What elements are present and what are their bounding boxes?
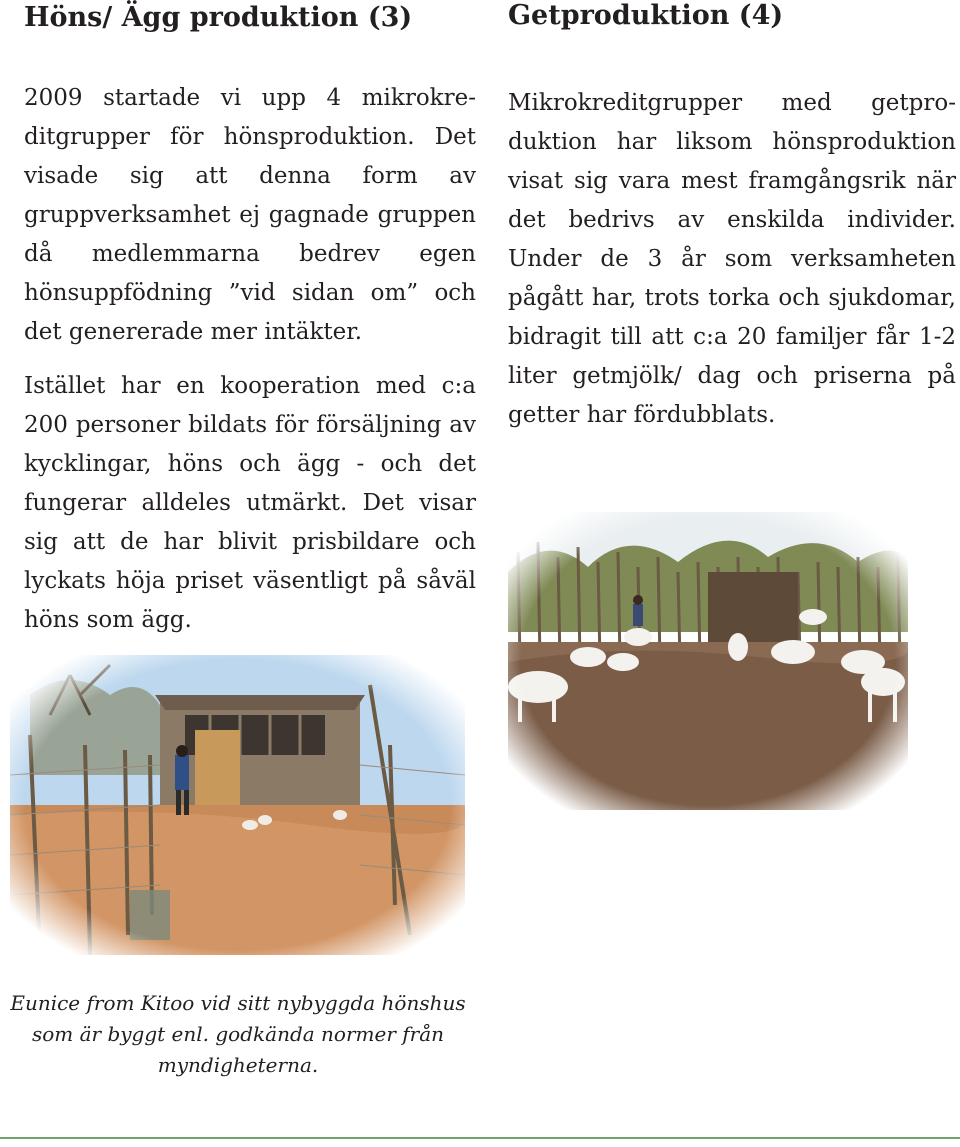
photo-caption: Eunice from Kitoo vid sitt nybyggda hönshus som är byggt enl. godkända normer från myndigheterna. bbox=[10, 991, 466, 1077]
goat-production-column bbox=[508, 84, 956, 435]
goat-pen-photo bbox=[508, 512, 908, 810]
chicken-house-photo bbox=[10, 655, 465, 955]
footer-rule bbox=[0, 1137, 960, 1139]
hens-eggs-paragraph-1: 2009 startade vi upp 4 mikrokreditgrupper för hönsproduktion. Det visade sig att denna form av gruppverksamhet ej gagnade gruppen då medlemmarna bedrev egen hönsuppfödning ”vid sidan om” och det genererade mer intäkter. bbox=[24, 85, 476, 345]
hens-eggs-heading: Höns/ Ägg produktion (3) bbox=[24, 2, 413, 33]
goat-production-paragraph: Mikrokreditgrupper med getproduktion har liksom hönsproduktion visat sig vara mest framgångsrik när det bedrivs av enskilda individer. Under de 3 år som verksamheten pågått har, trots torka och sjukdomar, bidragit till att c:a 20 familjer får 1-2 liter getmjölk/ dag och priserna på getter har fördubblats. bbox=[508, 90, 956, 428]
hens-eggs-column bbox=[24, 79, 476, 640]
goat-production-heading: Getproduktion (4) bbox=[508, 0, 784, 31]
hens-eggs-paragraph-2: Istället har en kooperation med c:a 200 personer bildats för försäljning av kycklingar, höns och ägg - och det fungerar alldeles utmärkt. Det visar sig att de har blivit prisbildare och lyckats höja priset väsentligt på såväl höns som ägg. bbox=[24, 373, 476, 633]
